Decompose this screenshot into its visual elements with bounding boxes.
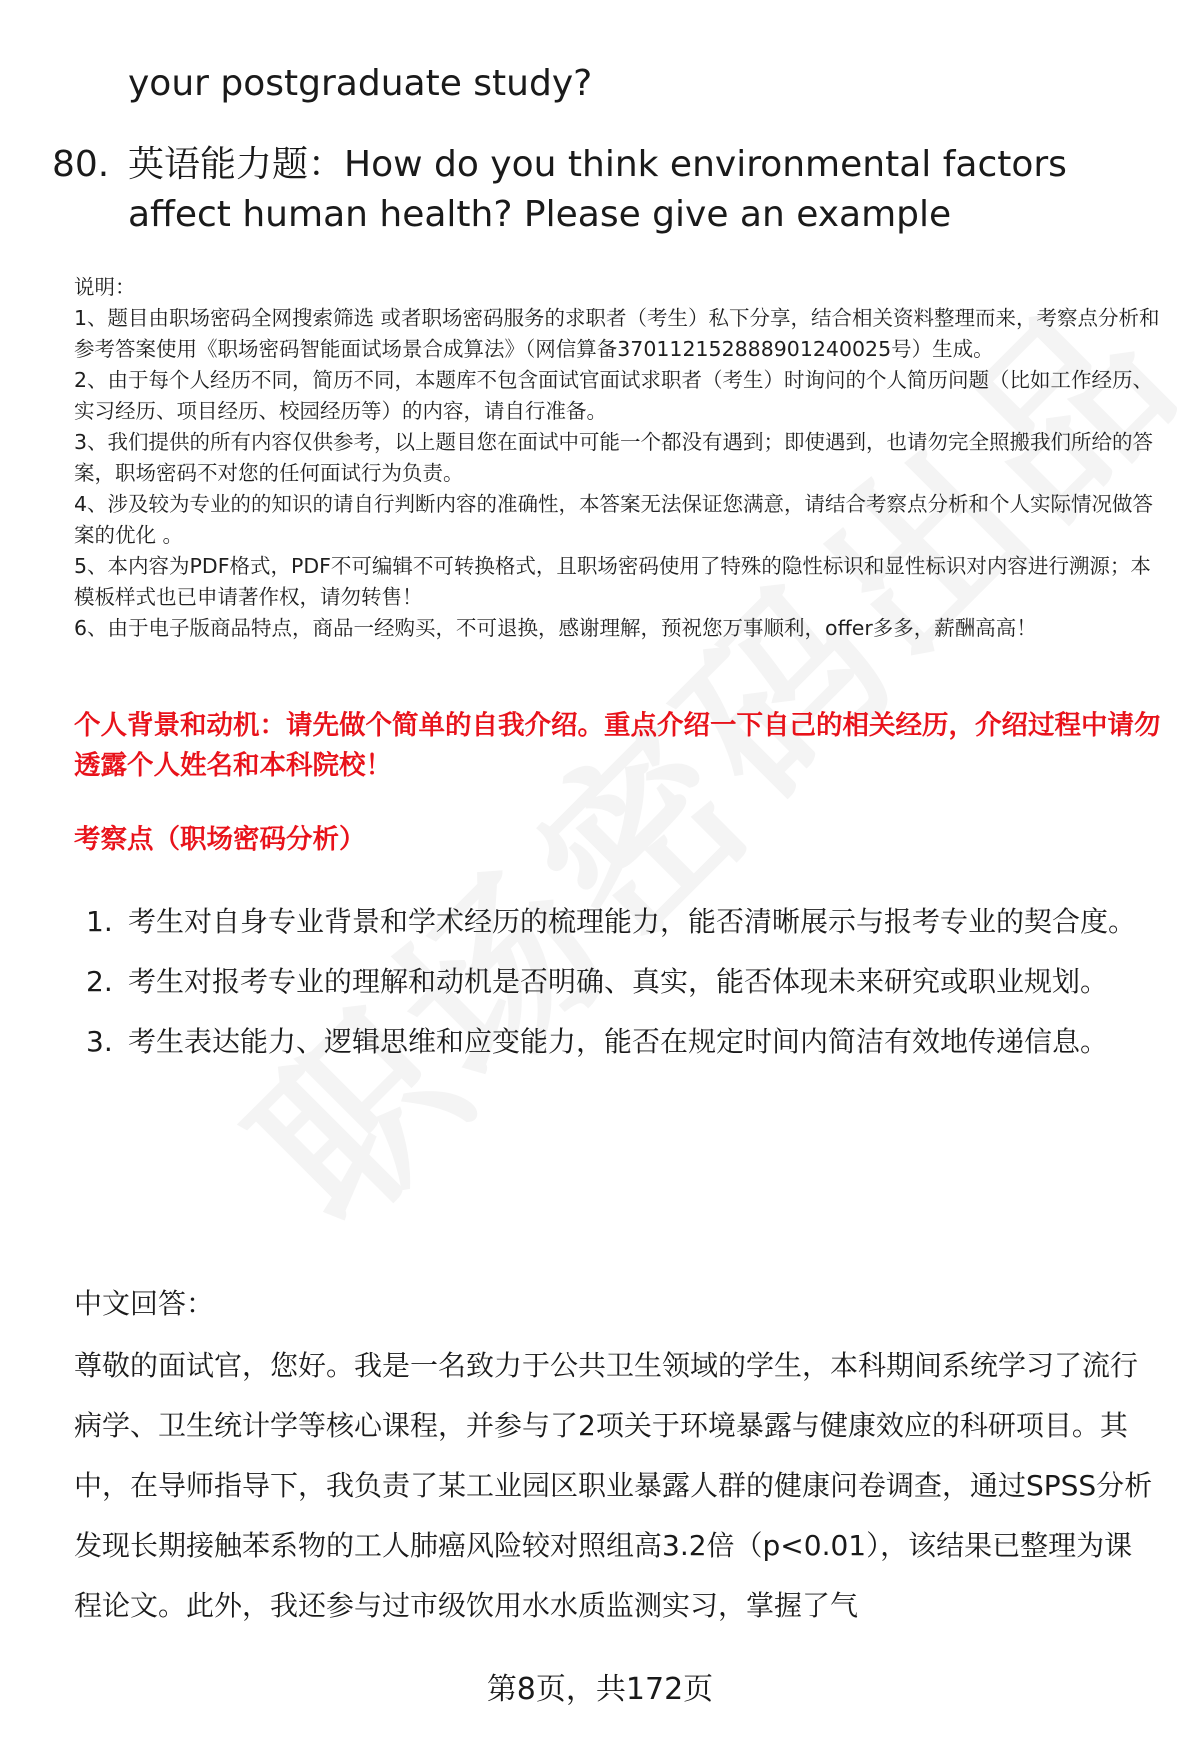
- section-title: 个人背景和动机：请先做个简单的自我介绍。重点介绍一下自己的相关经历，介绍过程中请勿透露个人姓名和本科院校！: [74, 710, 1161, 781]
- notes-block: [74, 272, 1164, 644]
- note-item: 3、我们提供的所有内容仅供参考，以上题目您在面试中可能一个都没有遇到；即使遇到，也请勿完全照搬我们所给的答案，职场密码不对您的任何面试行为负责。: [74, 430, 1154, 485]
- note-item: 5、本内容为PDF格式，PDF不可编辑不可转换格式，且职场密码使用了特殊的隐性标识和显性标识对内容进行溯源；本模板样式也已申请著作权，请勿转售！: [74, 554, 1151, 609]
- note-item: 6、由于电子版商品特点，商品一经购买，不可退换，感谢理解，预祝您万事顺利，offer多多，薪酬高高！: [74, 616, 1037, 640]
- page-footer: 第8页，共172页: [486, 1672, 714, 1707]
- point-number: 2.: [86, 965, 113, 998]
- question-text: 英语能力题：How do you think environmental factors affect human health? Please give an example: [128, 144, 1067, 235]
- analysis-title: 考察点（职场密码分析）: [74, 824, 366, 855]
- question-continuation: your postgraduate study?: [128, 63, 593, 104]
- point-number: 1.: [86, 905, 113, 938]
- note-item: 2、由于每个人经历不同，简历不同，本题库不包含面试官面试求职者（考生）时询问的个人简历问题（比如工作经历、实习经历、项目经历、校园经历等）的内容，请自行准备。: [74, 368, 1154, 423]
- list-item: [74, 952, 1154, 1012]
- analysis-points: [74, 892, 1154, 1072]
- question-number: 80.: [52, 144, 110, 185]
- point-text: 考生对报考专业的理解和动机是否明确、真实，能否体现未来研究或职业规划。: [128, 965, 1109, 998]
- list-item: [74, 1012, 1154, 1072]
- question-item: [52, 140, 1152, 240]
- answer-text: 尊敬的面试官，您好。我是一名致力于公共卫生领域的学生，本科期间系统学习了流行病学、卫生统计学等核心课程，并参与了2项关于环境暴露与健康效应的科研项目。其中，在导师指导下，我负责了某工业园区职业暴露人群的健康问卷调查，通过SPSS分析发现长期接触苯系物的工人肺癌风险较对照组高3.2倍（p<0.01），该结果已整理为课程论文。此外，我还参与过市级饮用水水质监测实习，掌握了气: [74, 1349, 1153, 1622]
- note-item: 1、题目由职场密码全网搜索筛选 或者职场密码服务的求职者（考生）私下分享，结合相关资料整理而来，考察点分析和参考答案使用《职场密码智能面试场景合成算法》（网信算备370112152888901240025号）生成。: [74, 306, 1160, 361]
- list-item: [74, 892, 1154, 952]
- note-item: 4、涉及较为专业的的知识的请自行判断内容的准确性，本答案无法保证您满意，请结合考察点分析和个人实际情况做答案的优化 。: [74, 492, 1154, 547]
- point-text: 考生对自身专业背景和学术经历的梳理能力，能否清晰展示与报考专业的契合度。: [128, 905, 1137, 938]
- answer-label: 中文回答：: [74, 1287, 215, 1320]
- point-number: 3.: [86, 1025, 113, 1058]
- notes-title: 说明：: [74, 275, 136, 299]
- point-text: 考生表达能力、逻辑思维和应变能力，能否在规定时间内简洁有效地传递信息。: [128, 1025, 1109, 1058]
